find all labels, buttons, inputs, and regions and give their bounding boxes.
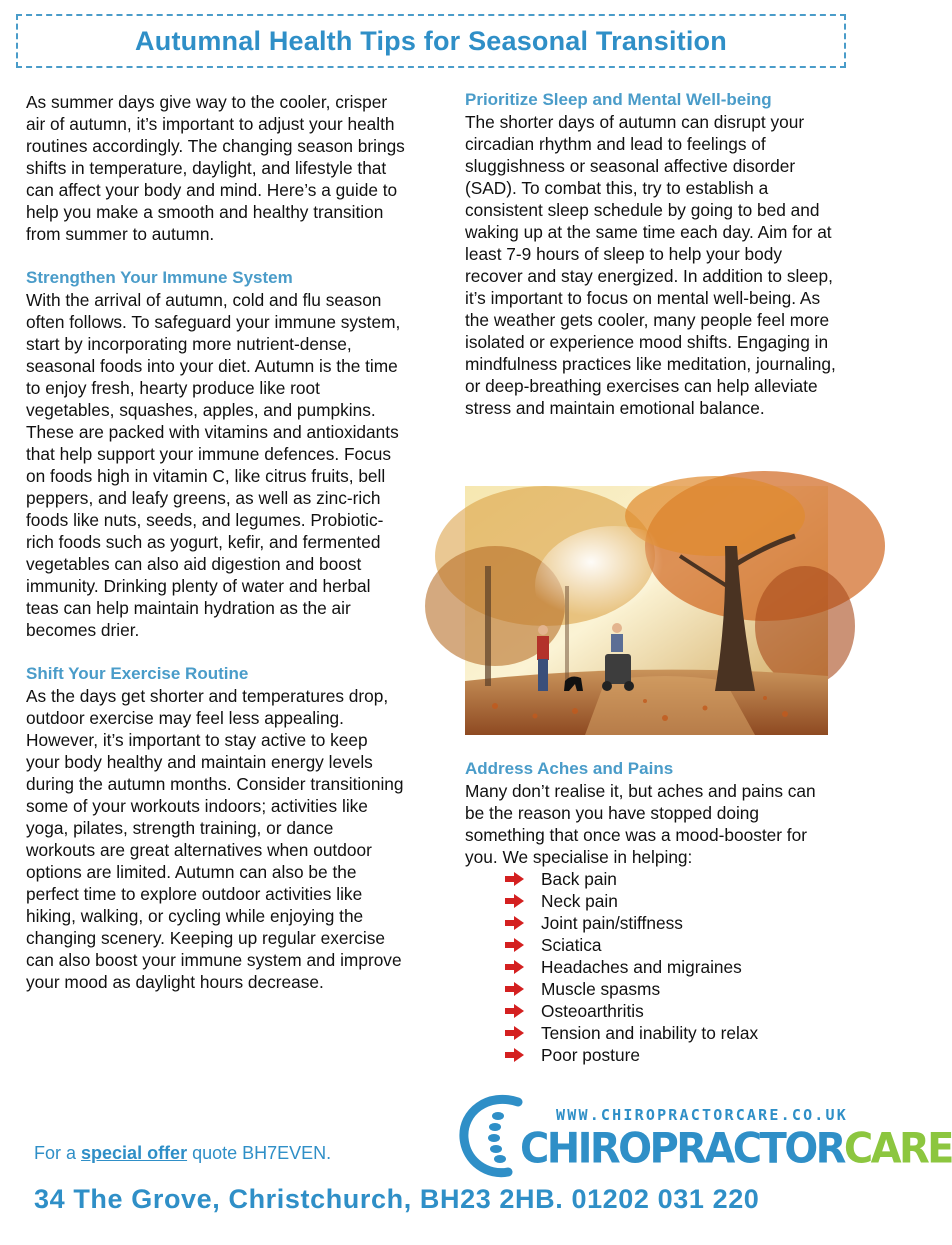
right-column <box>465 89 840 419</box>
list-item <box>505 868 835 890</box>
autumn-park-photo <box>465 486 828 735</box>
page-title: Autumnal Health Tips for Seasonal Transition <box>135 25 727 56</box>
immune-heading: Strengthen Your Immune System <box>26 268 293 287</box>
left-column <box>26 91 406 993</box>
red-arrow-icon <box>505 916 525 930</box>
list-item <box>505 1044 835 1066</box>
exercise-heading: Shift Your Exercise Routine <box>26 664 249 683</box>
list-item-text: Poor posture <box>541 1045 640 1065</box>
title-box <box>16 14 846 68</box>
sleep-paragraph: The shorter days of autumn can disrupt your circadian rhythm and lead to feelings of sluggishness or seasonal affective disorder (SAD). To combat this, try to establish a consistent sleep schedule by going to bed and waking up at the same time each day. Aim for at least 7-9 hours of sleep to help your body recover and stay energized. In addition to sleep, it’s important to focus on mental well-being. As the weather gets cooler, many people feel more isolated or experience mood shifts. Engaging in mindfulness practices like meditation, journaling, or deep-breathing exercises can help alleviate stress and maintain emotional balance. <box>465 112 836 418</box>
aches-section <box>465 758 835 1066</box>
red-arrow-icon <box>505 1026 525 1040</box>
exercise-paragraph: As the days get shorter and temperatures drop, outdoor exercise may feel less appealing. However, it’s important to stay active to keep your body healthy and maintain energy levels during the autumn months. Consider transitioning some of your workouts indoors; activities like yoga, pilates, strength training, or dance workouts are great alternatives when outdoor options are limited. Autumn can also be the perfect time to explore outdoor activities like hiking, walking, or cycling while enjoying the changing scenery. Keeping up regular exercise can also boost your immune system and improve your mood as daylight hours decrease. <box>26 686 404 992</box>
list-item-text: Headaches and migraines <box>541 957 742 977</box>
red-arrow-icon <box>505 1048 525 1062</box>
chiropractorcare-logo <box>458 1090 952 1180</box>
red-arrow-icon <box>505 894 525 908</box>
aches-heading: Address Aches and Pains <box>465 759 674 778</box>
list-item-text: Neck pain <box>541 891 618 911</box>
logo-name-part1: CHIROPRACTOR <box>520 1124 844 1174</box>
list-item <box>505 934 835 956</box>
list-item-text: Tension and inability to relax <box>541 1023 759 1043</box>
red-arrow-icon <box>505 960 525 974</box>
logo-name <box>520 1125 952 1173</box>
list-item-text: Sciatica <box>541 935 602 955</box>
offer-suffix: quote BH7EVEN. <box>192 1143 332 1163</box>
immune-paragraph: With the arrival of autumn, cold and flu season often follows. To safeguard your immune system, start by incorporating more nutrient-dense, seasonal foods into your diet. Autumn is the time to enjoy fresh, hearty produce like root vegetables, squashes, apples, and pumpkins. These are packed with vitamins and antioxidants that help support your immune defences. Focus on foods high in vitamin C, like citrus fruits, bell peppers, and leafy greens, as well as zinc-rich foods like nuts, seeds, and legumes. Probiotic-rich foods such as yogurt, kefir, and fermented vegetables can also aid digestion and boost immunity. Drinking plenty of water and herbal teas can help maintain hydration as the air becomes drier. <box>26 290 401 640</box>
autumn-park-illustration <box>465 486 828 735</box>
red-arrow-icon <box>505 982 525 996</box>
list-item-text: Joint pain/stiffness <box>541 913 683 933</box>
list-item <box>505 978 835 1000</box>
spine-swirl-icon <box>458 1090 528 1180</box>
list-item <box>505 890 835 912</box>
list-item <box>505 1000 835 1022</box>
special-offer-line <box>34 1143 331 1164</box>
logo-name-part2: CARE <box>843 1124 952 1174</box>
pain-list <box>465 868 835 1066</box>
list-item-text: Osteoarthritis <box>541 1001 644 1021</box>
intro-paragraph: As summer days give way to the cooler, crisper air of autumn, it’s important to adjust your health routines accordingly. The changing season brings shifts in temperature, daylight, and lifestyle that can affect your body and mind. Here’s a guide to help you make a smooth and healthy transition from summer to autumn. <box>26 92 405 244</box>
offer-prefix: For a <box>34 1143 77 1163</box>
red-arrow-icon <box>505 1004 525 1018</box>
sleep-heading: Prioritize Sleep and Mental Well-being <box>465 90 772 109</box>
address-line: 34 The Grove, Christchurch, BH23 2HB. 01202 031 220 <box>34 1184 760 1214</box>
list-item <box>505 912 835 934</box>
list-item <box>505 956 835 978</box>
red-arrow-icon <box>505 872 525 886</box>
list-item-text: Back pain <box>541 869 617 889</box>
list-item-text: Muscle spasms <box>541 979 661 999</box>
aches-paragraph: Many don’t realise it, but aches and pains can be the reason you have stopped doing something that once was a mood-booster for you. We specialise in helping: <box>465 781 816 867</box>
red-arrow-icon <box>505 938 525 952</box>
list-item <box>505 1022 835 1044</box>
offer-emphasis: special offer <box>81 1143 188 1163</box>
logo-url: WWW.CHIROPRACTORCARE.CO.UK <box>556 1106 848 1124</box>
